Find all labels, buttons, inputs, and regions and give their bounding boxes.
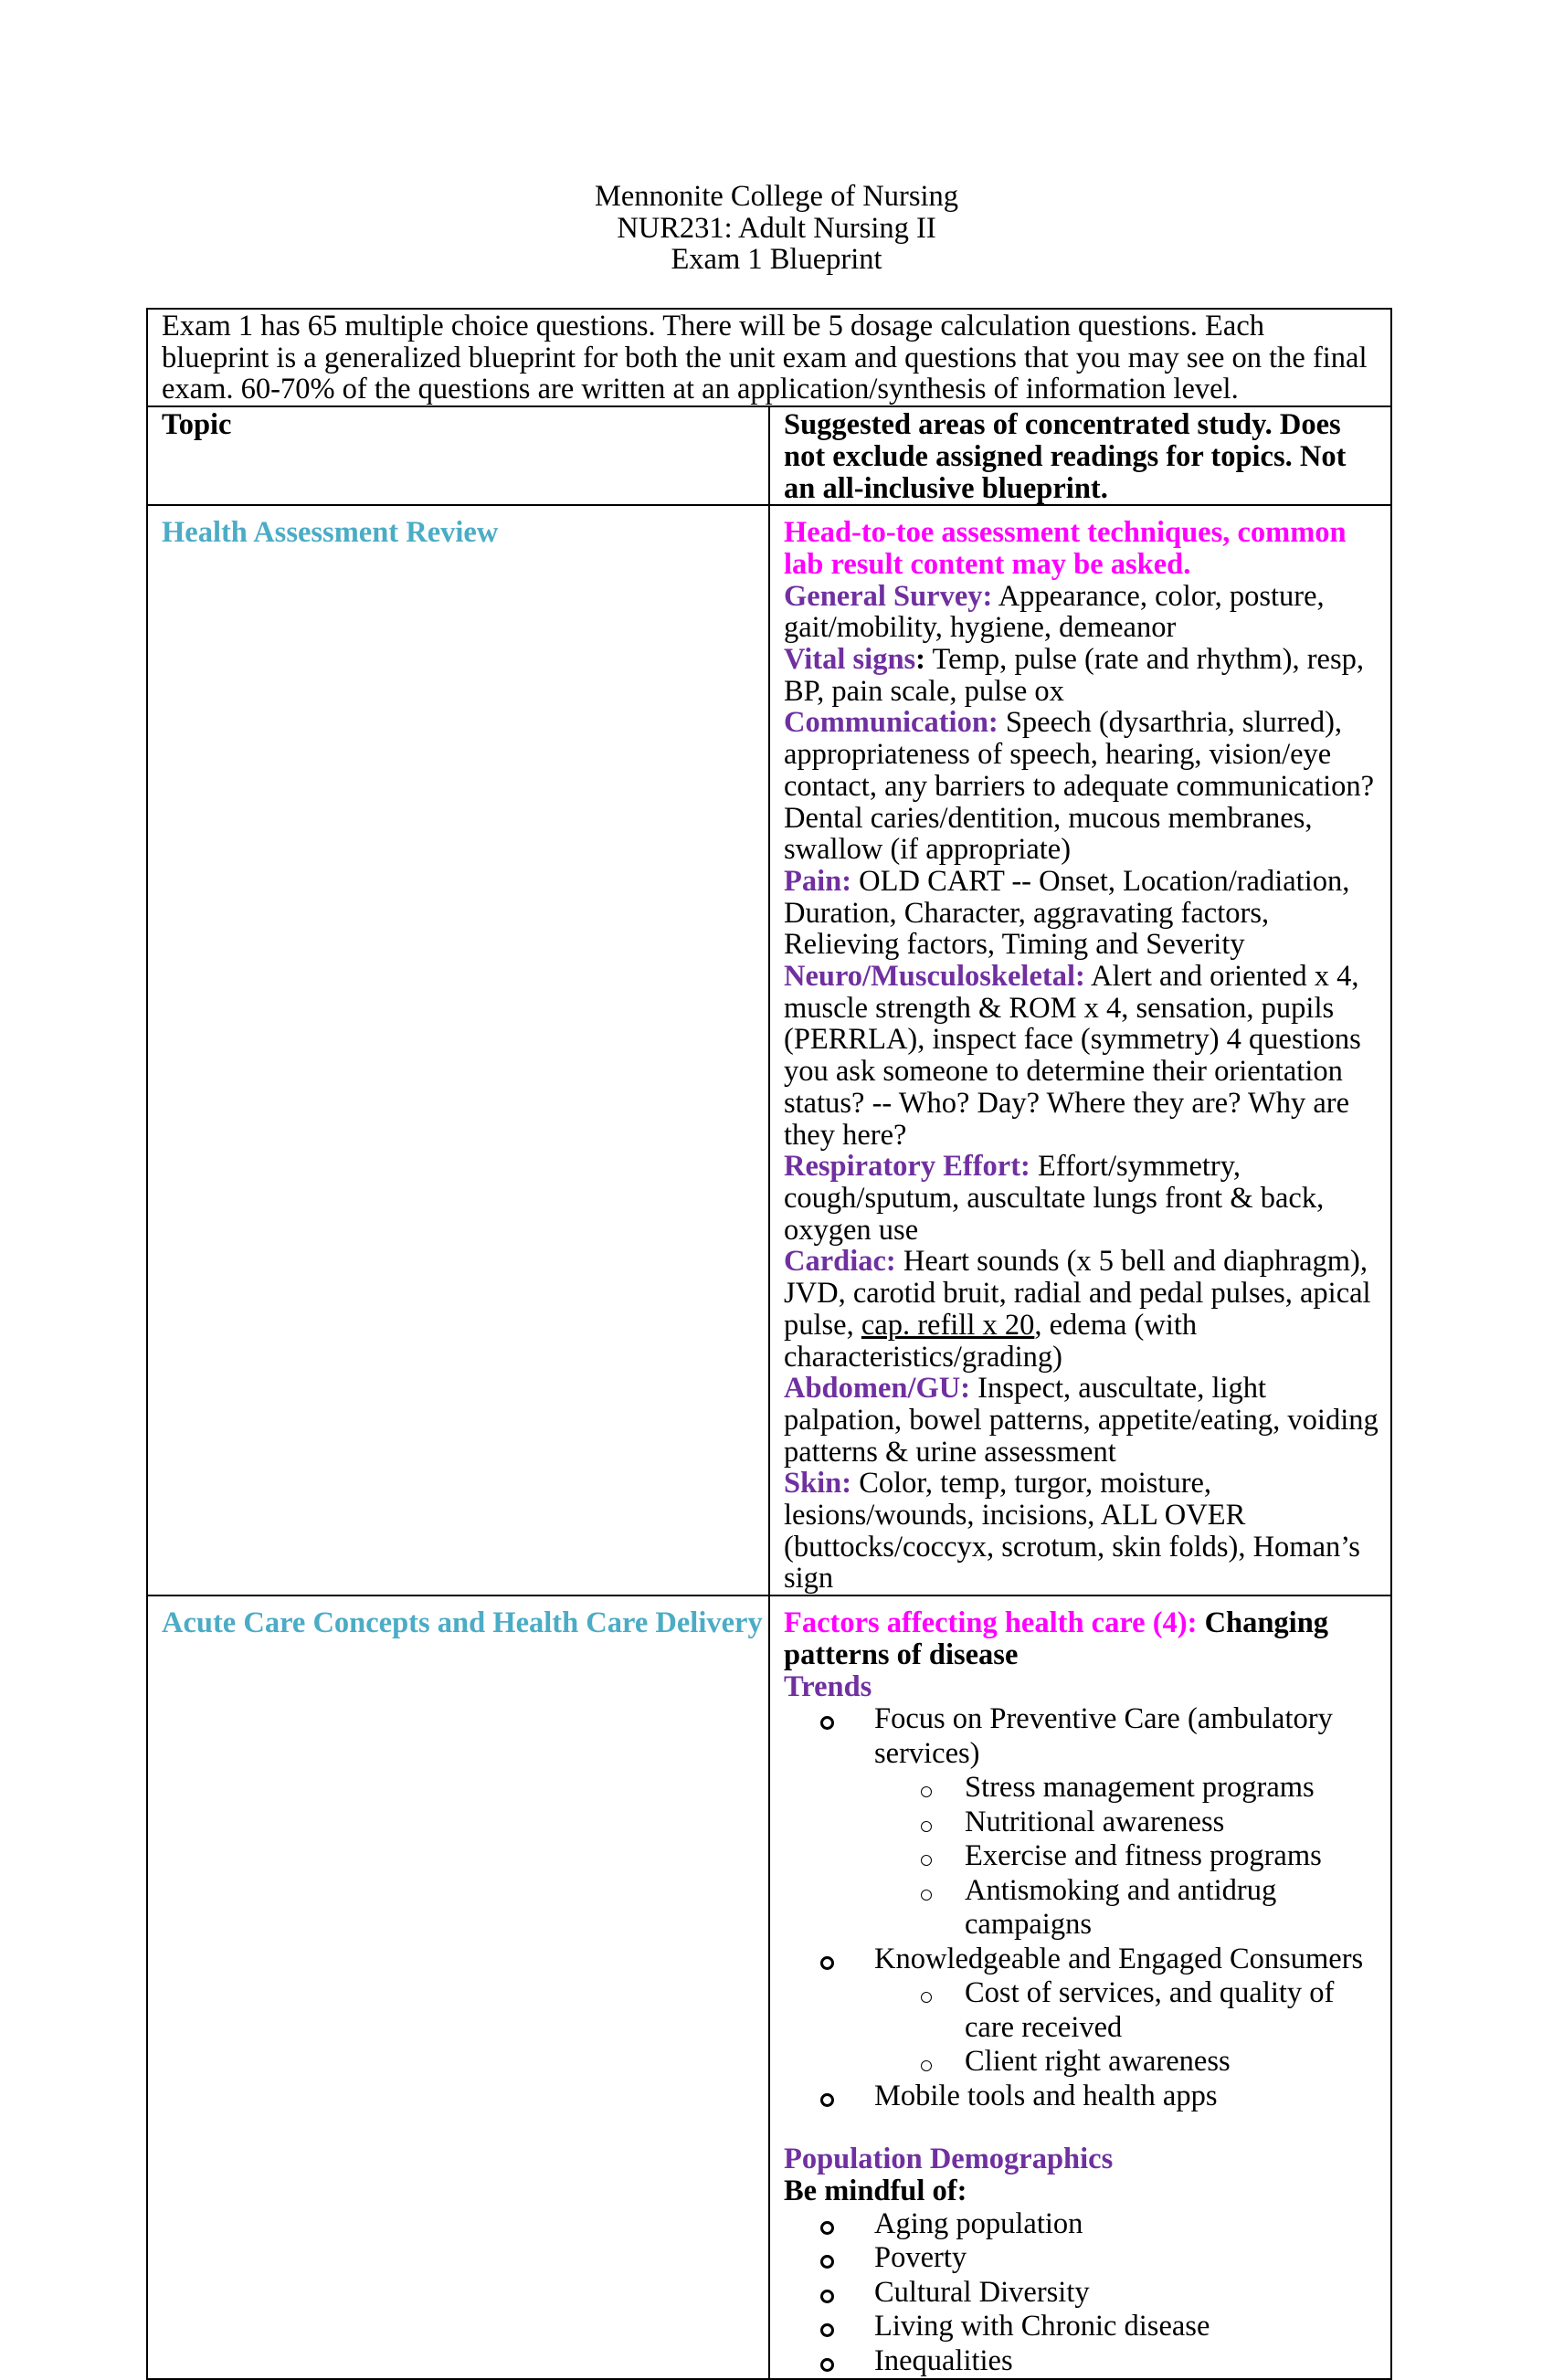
list-item: Aging population bbox=[784, 2207, 1379, 2242]
course-name: NUR231: Adult Nursing II bbox=[617, 211, 936, 245]
list-item: Inequalities bbox=[784, 2344, 1379, 2379]
health-item: Communication: Speech (dysarthria, slurred), appropriateness of speech, hearing, vision/eye contact, any barriers to adequate communication? Dental caries/dentition, mucous membranes, swallow (if appropriate) bbox=[784, 706, 1375, 867]
table-row bbox=[147, 1595, 1391, 2379]
document-header bbox=[0, 181, 1553, 276]
health-item: Pain: OLD CART -- Onset, Location/radiation, Duration, Character, aggravating factors, Relieving factors, Timing and Severity bbox=[784, 864, 1350, 962]
list-item: Nutritional awareness bbox=[784, 1806, 1379, 1840]
topic-health-assessment: Health Assessment Review bbox=[147, 505, 769, 1595]
health-item: Cardiac: Heart sounds (x 5 bell and diaphragm), JVD, carotid bruit, radial and pedal pulses, apical pulse, cap. refill x 20, edema (with characteristics/grading) bbox=[784, 1245, 1371, 1374]
health-item: Abdomen/GU: Inspect, auscultate, light palpation, bowel patterns, appetite/eating, voiding patterns & urine assessment bbox=[784, 1372, 1379, 1469]
table-row bbox=[147, 505, 1391, 1595]
intro-row bbox=[147, 309, 1391, 406]
list-item: Living with Chronic disease bbox=[784, 2310, 1379, 2344]
health-item: Respiratory Effort: Effort/symmetry, cough/sputum, auscultate lungs front & back, oxygen use bbox=[784, 1150, 1325, 1247]
list-item: Exercise and fitness programs bbox=[784, 1839, 1379, 1874]
health-content bbox=[769, 505, 1391, 1595]
topic-header: Topic bbox=[147, 406, 769, 505]
mindful-heading: Be mindful of: bbox=[784, 2174, 967, 2207]
health-intro: Head-to-toe assessment techniques, common lab result content may be asked. bbox=[784, 516, 1347, 581]
list-item: Client right awareness bbox=[784, 2045, 1379, 2080]
list-item: Cost of services, and quality of care received bbox=[784, 1976, 1379, 2045]
trends-list bbox=[784, 1702, 1379, 2113]
header-row bbox=[147, 406, 1391, 505]
population-heading: Population Demographics bbox=[784, 2143, 1114, 2176]
list-item: Focus on Preventive Care (ambulatory services) bbox=[784, 1702, 1379, 1771]
acute-content bbox=[769, 1595, 1391, 2379]
mindful-list bbox=[784, 2207, 1379, 2379]
trends-heading: Trends bbox=[784, 1669, 872, 1703]
blueprint-table bbox=[146, 308, 1392, 2380]
intro-text: Exam 1 has 65 multiple choice questions. There will be 5 dosage calculation questions. Each blueprint is a generalized blueprint for both the unit exam and questions that you may see on the final exam. 60-70% of the questions are written at an application/synthesis of information level. bbox=[147, 309, 1391, 406]
list-item: Poverty bbox=[784, 2241, 1379, 2276]
college-name: Mennonite College of Nursing bbox=[594, 180, 959, 213]
list-item: Knowledgeable and Engaged Consumers bbox=[784, 1943, 1379, 1977]
health-item: Skin: Color, temp, turgor, moisture, lesions/wounds, incisions, ALL OVER (buttocks/coccyx, scrotum, skin folds), Homan’s sign bbox=[784, 1467, 1360, 1595]
factors-line: Factors affecting health care (4): Changing patterns of disease bbox=[784, 1606, 1329, 1671]
health-item: Neuro/Musculoskeletal: Alert and oriented x 4, muscle strength & ROM x 4, sensation, pupils (PERRLA), inspect face (symmetry) 4 questions you ask someone to determine their orientation status? -- Who? Day? Where they are? Why are they here? bbox=[784, 960, 1361, 1152]
topic-acute-care: Acute Care Concepts and Health Care Delivery bbox=[147, 1595, 769, 2379]
areas-header: Suggested areas of concentrated study. Does not exclude assigned readings for topics. Not an all-inclusive blueprint. bbox=[769, 406, 1391, 505]
health-item: General Survey: Appearance, color, posture, gait/mobility, hygiene, demeanor bbox=[784, 579, 1325, 645]
list-item: Mobile tools and health apps bbox=[784, 2080, 1379, 2114]
list-item: Antismoking and antidrug campaigns bbox=[784, 1874, 1379, 1943]
list-item: Stress management programs bbox=[784, 1771, 1379, 1806]
list-item: Cultural Diversity bbox=[784, 2276, 1379, 2311]
health-item: Vital signs: Temp, pulse (rate and rhythm), resp, BP, pain scale, pulse ox bbox=[784, 643, 1364, 708]
document-title: Exam 1 Blueprint bbox=[671, 243, 882, 277]
